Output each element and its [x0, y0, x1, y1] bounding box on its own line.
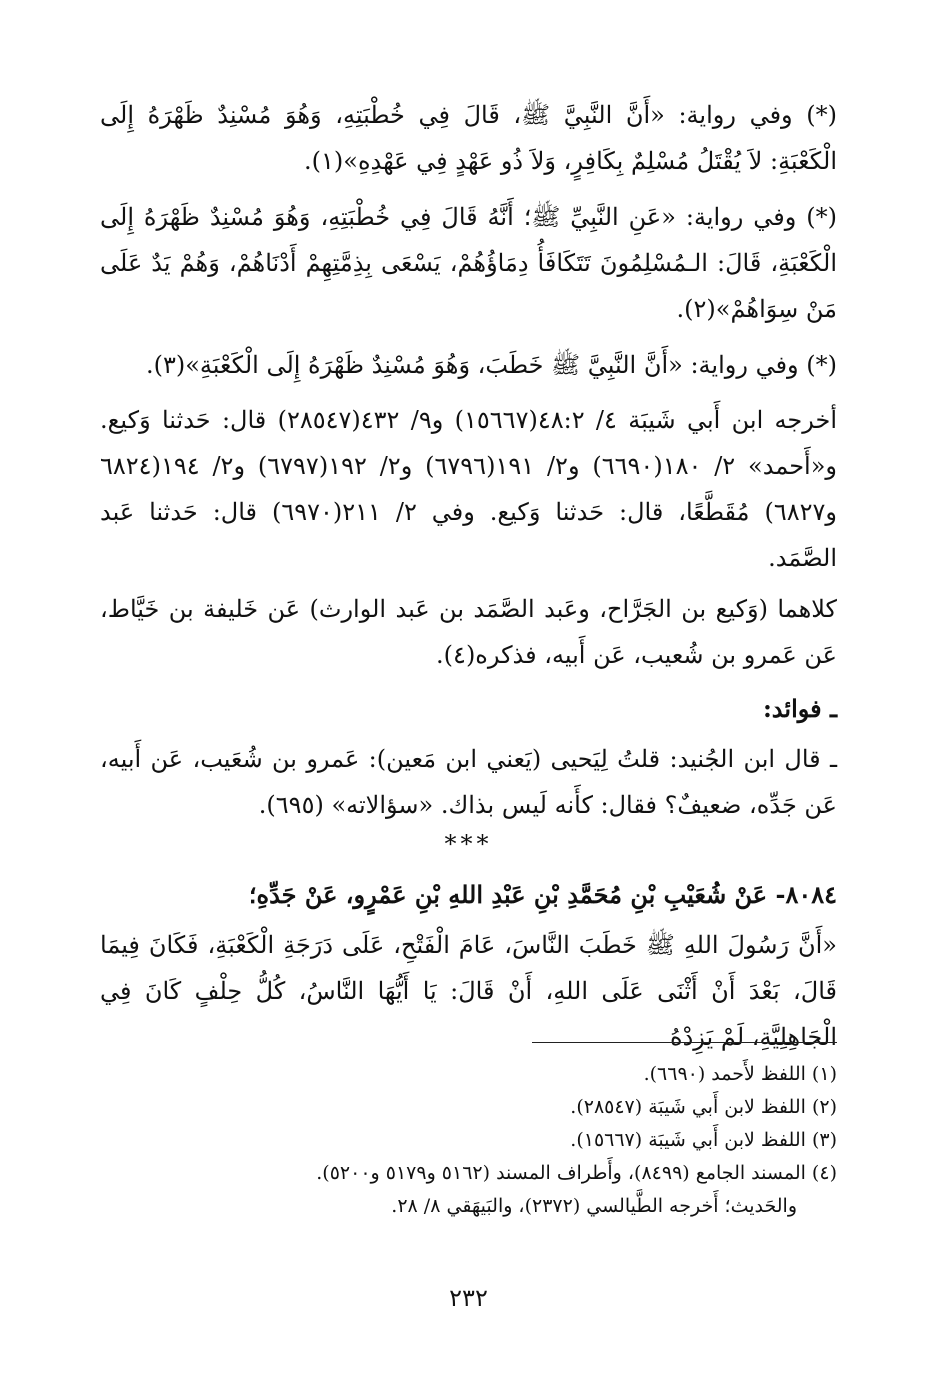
section-heading-fawaid: ـ فوائد: — [762, 694, 837, 723]
paragraph-fawaid: ـ قال ابن الجُنيد: قلتُ لِيَحيى (يَعني ابن مَعين): عَمرو بن شُعَيب، عَن أَبيه، عَن جَدِّه، ضعيفٌ؟ فقال: كأَنه لَيس بذاك. «سؤالاته» (٦٩٥). — [100, 745, 837, 819]
hadith-heading-8084: ٨٠٨٤- عَنْ شُعَيْبِ بْنِ مُحَمَّدِ بْنِ عَبْدِ اللهِ بْنِ عَمْرٍو، عَنْ جَدِّهِ؛ — [248, 880, 837, 909]
paragraph-takhrij: أخرجه ابن أَبي شَيبَة ٤/ ٤٨:٢(١٥٦٦٧) و٩/ ٤٣٢(٢٨٥٤٧) قال: حَدثنا وَكيع. و«أَحمد» ٢/ ١٨٠(٦٦٩٠) و٢/ ١٩١(٦٧٩٦) و٢/ ١٩٢(٦٧٩٧) و٢/ ١٩٤(٦٨٢٤ و٦٨٢٧) مُقَطَّعًا، قال: حَدثنا وَكيع. وفي ٢/ ٢١١(٦٩٧٠) قال: حَدثنا عَبد الصَّمَد. — [100, 406, 838, 572]
footnotes — [100, 1058, 837, 1223]
section-separator: *** — [444, 830, 493, 858]
footnote-4-continuation: والحَديث؛ أَخرجه الطَّيالسي (٢٣٧٢)، والبَيهَقي ٨/ ٢٨. — [391, 1195, 797, 1217]
hadith-text-8084: «أَنَّ رَسُولَ اللهِ ﷺ خَطَبَ النَّاسَ، عَامَ الْفَتْحِ، عَلَى دَرَجَةِ الْكَعْبَةِ، فَكَانَ فِيمَا قَالَ، بَعْدَ أَنْ أَثْنَى عَلَى اللهِ، أَنْ قَالَ: يَا أَيُّهَا النَّاسُ، كُلُّ حِلْفٍ كَانَ فِي الْجَاهِلِيَّةِ، لَمْ يَزِدْهُ — [100, 931, 837, 1051]
paragraph-narration-2: (*) وفي رواية: «عَنِ النَّبِيِّ ﷺ؛ أَنَّهُ قَالَ فِي خُطْبَتِهِ، وَهُوَ مُسْنِدٌ ظَهْرَهُ إِلَى الْكَعْبَةِ، قَالَ: الـمُسْلِمُونَ تَتَكَافَأُ دِمَاؤُهُمْ، يَسْعَى بِذِمَّتِهِمْ أَدْنَاهُمْ، وَهُمْ يَدٌ عَلَى مَنْ سِوَاهُمْ»(٢). — [100, 203, 837, 323]
page-number: ٢٣٢ — [449, 1284, 488, 1312]
footnote-3: (٣) اللفظ لابن أَبي شَيبَة (١٥٦٦٧). — [570, 1129, 837, 1151]
footnote-1: (١) اللفظ لأَحمد (٦٦٩٠). — [643, 1063, 837, 1085]
footnote-divider — [532, 1042, 837, 1043]
footnote-2: (٢) اللفظ لابن أَبي شَيبَة (٢٨٥٤٧). — [570, 1096, 837, 1118]
paragraph-narration-1: (*) وفي رواية: «أَنَّ النَّبِيَّ ﷺ، قَالَ فِي خُطْبَتِهِ، وَهُوَ مُسْنِدٌ ظَهْرَهُ إِلَى الْكَعْبَةِ: لاَ يُقْتَلُ مُسْلِمٌ بِكَافِرٍ، وَلاَ ذُو عَهْدٍ فِي عَهْدِهِ»(١). — [100, 101, 837, 175]
paragraph-narration-3: (*) وفي رواية: «أَنَّ النَّبِيَّ ﷺ خَطَبَ، وَهُوَ مُسْنِدٌ ظَهْرَهُ إِلَى الْكَعْبَةِ»(٣). — [145, 351, 837, 379]
paragraph-isnad: كلاهما (وَكيع بن الجَرَّاح، وعَبد الصَّمَد بن عَبد الوارث) عَن خَليفة بن خَيَّاط، عَن عَمرو بن شُعيب، عَن أَبيه، فذكره(٤). — [100, 595, 837, 669]
footnote-4: (٤) المسند الجامع (٨٤٩٩)، وأَطراف المسند (٥١٦٢ و٥١٧٩ و٥٢٠٠). — [316, 1162, 837, 1184]
